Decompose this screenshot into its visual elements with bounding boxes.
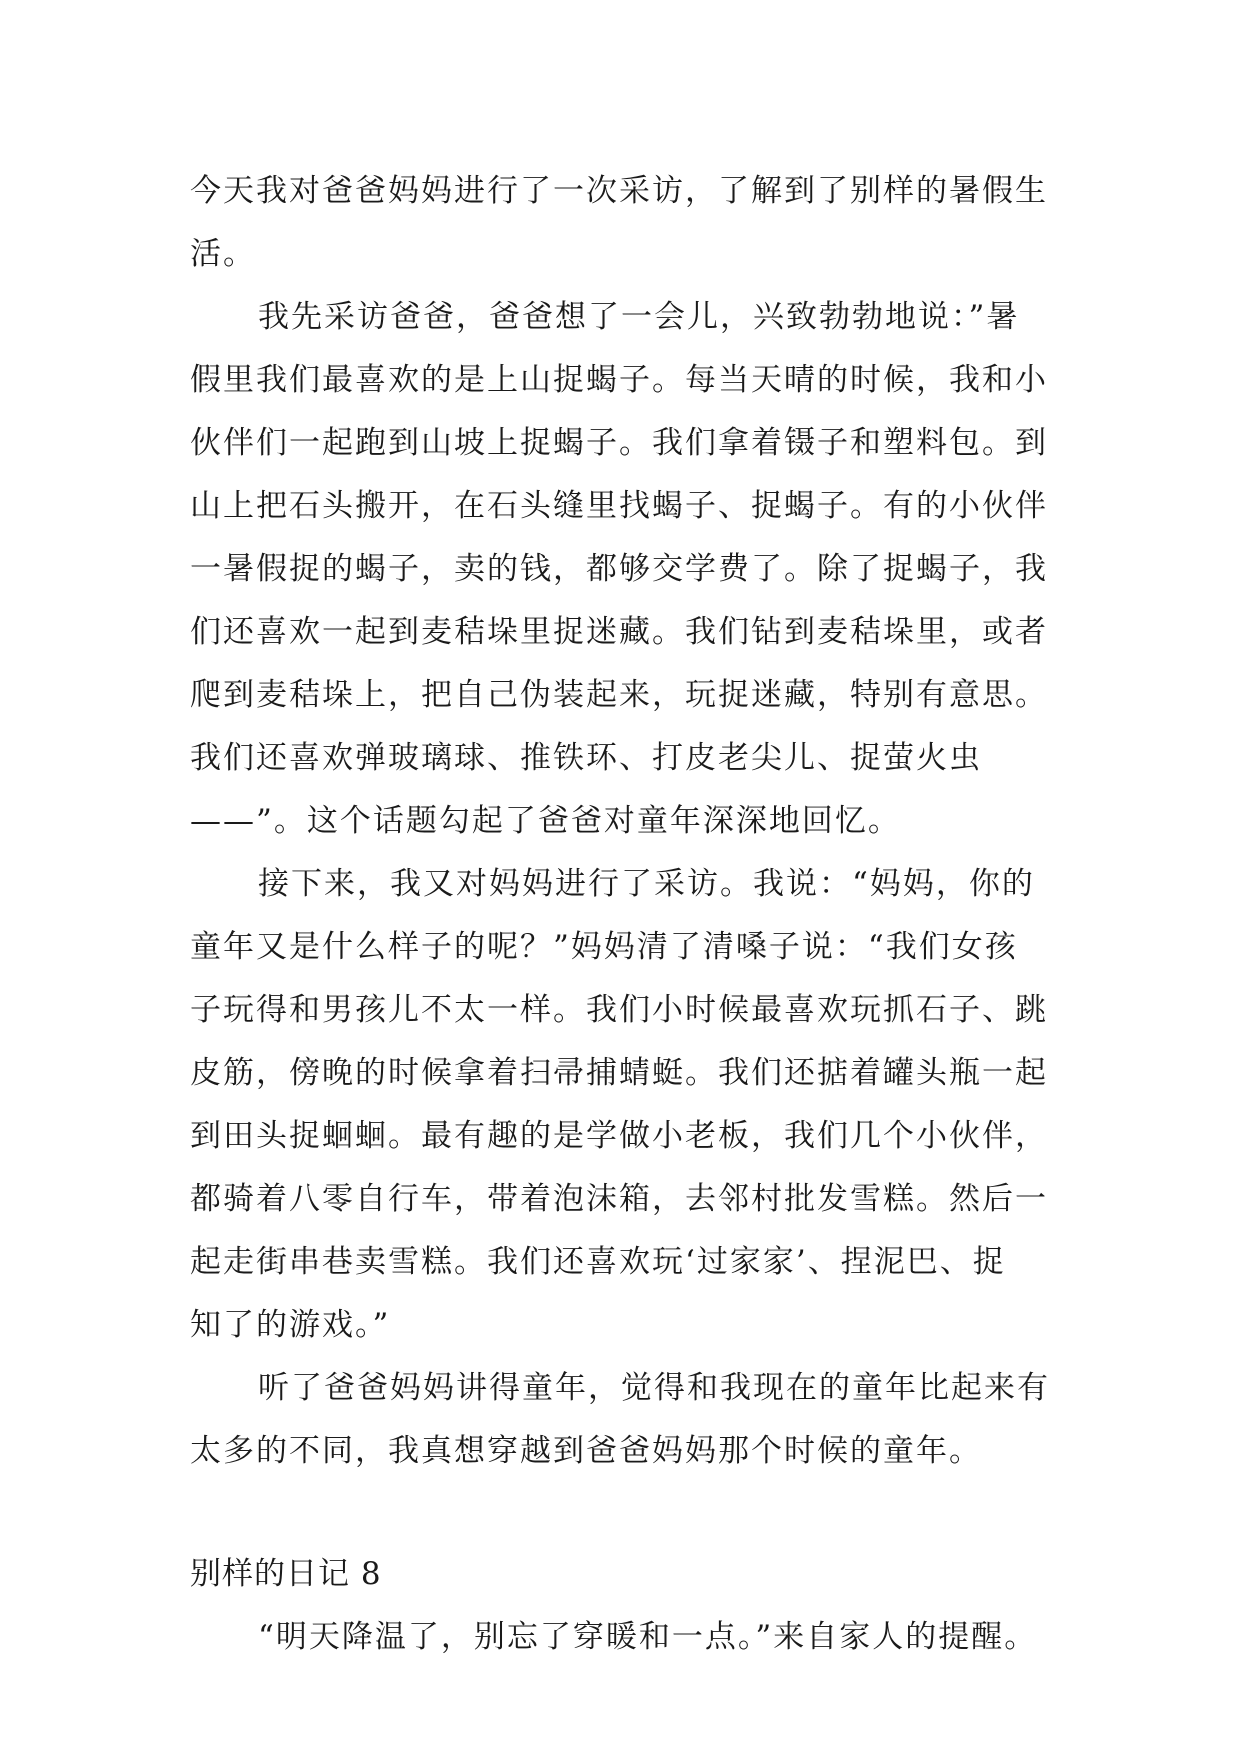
text-line: 都骑着八零自行车，带着泡沫箱，去邻村批发雪糕。然后一 [190, 1181, 1048, 1217]
text-line: 太多的不同，我真想穿越到爸爸妈妈那个时候的童年。 [190, 1433, 982, 1469]
text-line: 假里我们最喜欢的是上山捉蝎子。每当天晴的时候，我和小 [190, 362, 1048, 398]
text-line: 到田头捉蛔蛔。最有趣的是学做小老板，我们几个小伙伴， [190, 1118, 1048, 1154]
text-line: 爬到麦秸垛上，把自己伪装起来，玩捉迷藏，特别有意思。 [190, 677, 1048, 713]
text-line: 起走街串巷卖雪糕。我们还喜欢玩‘过家家’、捏泥巴、捉 [190, 1244, 1006, 1280]
text-line: 听了爸爸妈妈讲得童年，觉得和我现在的童年比起来有 [258, 1370, 1050, 1406]
text-line: 皮筋，傍晚的时候拿着扫帚捕蜻蜓。我们还掂着罐头瓶一起 [190, 1055, 1048, 1091]
text-line: 活。 [190, 236, 256, 272]
text-line: 童年又是什么样子的呢？”妈妈清了清嗓子说：“我们女孩 [190, 929, 1018, 965]
text-line: 伙伴们一起跑到山坡上捉蝎子。我们拿着镊子和塑料包。到 [190, 425, 1048, 461]
section-gap [190, 1483, 1070, 1543]
document-body [190, 160, 1070, 1669]
section-heading: 别样的日记 8 [190, 1556, 382, 1592]
text-line: 子玩得和男孩儿不太一样。我们小时候最喜欢玩抓石子、跳 [190, 992, 1048, 1028]
text-line: 一暑假捉的蝎子，卖的钱，都够交学费了。除了捉蝎子，我 [190, 551, 1048, 587]
text-line: 我们还喜欢弹玻璃球、推铁环、打皮老尖儿、捉萤火虫 [190, 740, 982, 776]
text-line: 山上把石头搬开，在石头缝里找蝎子、捉蝎子。有的小伙伴 [190, 488, 1048, 524]
text-line: 今天我对爸爸妈妈进行了一次采访，了解到了别样的暑假生 [190, 173, 1048, 209]
text-line: ——”。这个话题勾起了爸爸对童年深深地回忆。 [190, 803, 901, 839]
text-line: 我先采访爸爸，爸爸想了一会儿，兴致勃勃地说：”暑 [258, 299, 1020, 335]
text-line: 知了的游戏。” [190, 1307, 391, 1343]
text-line: 们还喜欢一起到麦秸垛里捉迷藏。我们钻到麦秸垛里，或者 [190, 614, 1048, 650]
text-line: “明天降温了，别忘了穿暖和一点。”来自家人的提醒。 [258, 1619, 1038, 1655]
text-line: 接下来，我又对妈妈进行了采访。我说：“妈妈，你的 [258, 866, 1035, 902]
